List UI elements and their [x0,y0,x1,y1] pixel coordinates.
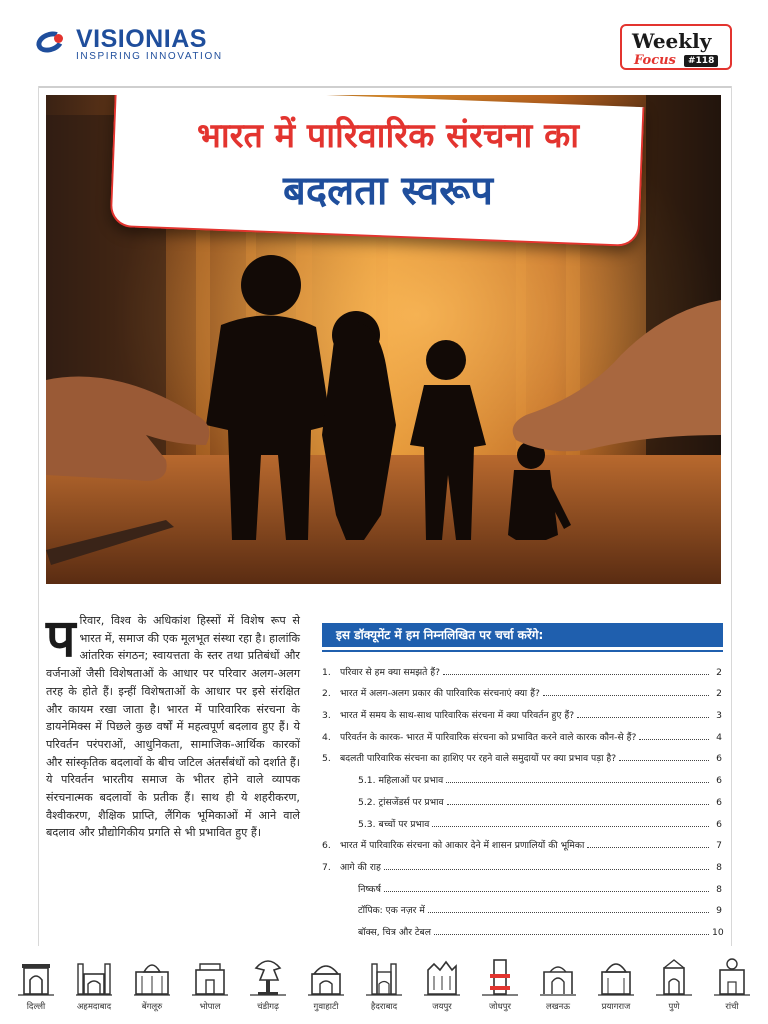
toc-item-label: 5.2. ट्रांसजेंडर्स पर प्रभाव [358,796,444,808]
toc-item-label: टॉपिक: एक नज़र में [358,905,425,917]
toc-item-number: 1. [322,666,331,678]
city-monument-icon [306,954,346,998]
toc-item-number: 5. [322,753,331,765]
toc-item-label: भारत में अलग-अलग प्रकार की पारिवारिक संरचनाएं क्या हैं? [340,688,540,700]
toc-leader-dots [577,717,709,718]
toc-item-number: 4. [322,731,331,743]
city-centre [590,954,642,1020]
toc-leader-dots [619,760,709,761]
city-name: हैदराबाद [370,1002,398,1012]
toc-leader-dots [447,804,709,805]
toc-item-page: 6 [716,818,722,830]
toc-item[interactable] [322,916,722,938]
badge-number: #118 [684,55,718,67]
city-name: जयपुर [432,1002,452,1012]
toc-item-label: 5.3. बच्चों पर प्रभाव [358,818,430,830]
city-name: भोपाल [199,1002,221,1012]
toc-item-label: आगे की राह [340,861,381,873]
badge-focus: Focus [634,53,676,68]
toc-leader-dots [434,934,709,935]
hero-image [46,95,721,584]
toc-item-label: बदलती पारिवारिक संरचना का हाशिए पर रहने वाले समुदायों पर क्या प्रभाव पड़ा है? [340,753,617,765]
city-monument-icon [16,954,56,998]
visionias-logo[interactable] [36,26,223,62]
toc-item-page: 2 [716,688,722,700]
city-name: दिल्ली [26,1002,46,1012]
page-frame-left [38,86,39,946]
toc-item-label: बॉक्स, चित्र और टेबल [358,926,432,938]
toc-item-label: भारत में समय के साथ-साथ पारिवारिक संरचना में क्या परिवर्तन हुए हैं? [340,710,575,722]
city-monument-icon [538,954,578,998]
toc-item-number: 7. [322,861,331,873]
toc-item-page: 8 [716,883,722,895]
city-centre [184,954,236,1020]
city-monument-icon [132,954,172,998]
page-frame-top [38,86,732,88]
toc-item-page: 2 [716,666,722,678]
city-centre [358,954,410,1020]
city-name: अहमदाबाद [76,1002,112,1012]
city-name: पुणे [668,1002,680,1012]
city-centre [242,954,294,1020]
toc-leader-dots [639,739,709,740]
city-monument-icon [654,954,694,998]
weekly-focus-badge [620,24,732,70]
toc-item[interactable] [322,721,722,743]
city-centres-strip [10,954,758,1020]
city-monument-icon [248,954,288,998]
toc-leader-dots [446,782,709,783]
toc-item-page: 6 [716,775,722,787]
toc-leader-dots [428,912,709,913]
page-title-line2: बदलता स्वरूप [283,168,493,214]
city-centre [474,954,526,1020]
city-centre [68,954,120,1020]
logo-name: VISIONIAS [76,25,207,53]
toc-leader-dots [543,695,709,696]
city-monument-icon [422,954,462,998]
logo-swoosh-icon [36,28,70,54]
city-name: जोधपुर [488,1002,512,1012]
toc-item[interactable] [322,808,722,830]
toc-item[interactable] [322,699,722,721]
city-centre [532,954,584,1020]
toc-item-number: 2. [322,688,331,700]
toc-item-page: 6 [716,796,722,808]
toc-item-page: 10 [712,926,724,938]
toc-item-number: 6. [322,840,331,852]
city-name: रांची [725,1002,739,1012]
toc-item-page: 3 [716,710,722,722]
toc-item-page: 9 [716,905,722,917]
page-frame-right [731,86,732,946]
toc-leader-dots [587,847,709,848]
city-centre [300,954,352,1020]
logo-tagline: INSPIRING INNOVATION [76,51,223,62]
table-of-contents [322,656,722,938]
toc-leader-dots [384,869,709,870]
page-title-line1: भारत में पारिवारिक संरचना का [196,116,580,156]
toc-item[interactable] [322,895,722,917]
city-monument-icon [712,954,752,998]
city-name: प्रयागराज [601,1002,631,1012]
city-monument-icon [190,954,230,998]
toc-item-label: परिवार से हम क्या समझते हैं? [340,666,441,678]
toc-item-number: 3. [322,710,331,722]
toc-item[interactable] [322,678,722,700]
toc-leader-dots [384,891,709,892]
toc-item-label: भारत में पारिवारिक संरचना को आकार देने में शासन प्रणालियों की भूमिका [340,840,585,852]
toc-item[interactable] [322,656,722,678]
toc-leader-dots [432,826,709,827]
toc-leader-dots [443,674,709,675]
toc-item-page: 4 [716,731,722,743]
city-centre [416,954,468,1020]
toc-item-page: 6 [716,753,722,765]
city-centre [706,954,758,1020]
toc-item-page: 8 [716,861,722,873]
city-name: बेंगलूरु [141,1002,163,1012]
city-monument-icon [596,954,636,998]
toc-item-label: 5.1. महिलाओं पर प्रभाव [358,775,444,787]
toc-item-page: 7 [716,840,722,852]
toc-header: इस डॉक्यूमेंट में हम निम्नलिखित पर चर्चा करेंगे: [322,623,723,647]
city-monument-icon [480,954,520,998]
toc-item-label: परिवर्तन के कारक- भारत में पारिवारिक संरचना को प्रभावित करने वाले कारक कौन-से हैं? [340,731,637,743]
city-centre [648,954,700,1020]
badge-weekly: Weekly [632,29,712,53]
city-centre [126,954,178,1020]
city-monument-icon [74,954,114,998]
toc-item-label: निष्कर्ष [358,883,381,895]
city-name: गुवाहाटी [313,1002,339,1012]
toc-item[interactable] [322,764,722,786]
dropcap: प [46,609,76,669]
toc-item[interactable] [322,873,722,895]
toc-item[interactable] [322,786,722,808]
toc-item[interactable] [322,851,722,873]
toc-item[interactable] [322,830,722,852]
toc-divider [322,650,723,652]
city-name: चंडीगढ़ [257,1002,279,1012]
city-name: लखनऊ [545,1002,571,1012]
intro-text: रिवार, विश्व के अधिकांश हिस्सों में विशेष रूप से भारत में, समाज की एक मूलभूत संस्था रहा है। हालांकि आंतरिक संगठन; स्वायत्तता के स्तर तथा प्रतिबंधों और वर्जनाओं जैसी विशेषताओं के आधार पर परिवार अलग-अलग तरह के होते हैं। इन्हीं विशेषताओं के आधार पर इसे संरक्षित और कायम रखा जाता है। भारत में पारिवारिक संरचना के डायनेमिक्स में पिछले कुछ वर्षों में महत्वपूर्ण बदलाव हुए हैं। ये परिवर्तन परंपराओं, आधुनिकता, सामाजिक-आर्थिक कारकों और सांस्कृतिक बदलावों के बीच जटिल अंतर्संबंधों को दर्शाते हैं। ये परिवर्तन भारतीय समाज के भीतर होने वाले व्यापक संरचनात्मक बदलावों के प्रतीक हैं। साथ ही ये शहरीकरण, वैश्वीकरण, शैक्षिक प्राप्ति, लैंगिक भूमिकाओं में आने वाले बदलाव और प्रौद्योगिकीय प्रगति से भी प्रभावित हुए हैं। [46,614,300,840]
toc-item[interactable] [322,743,722,765]
city-centre [10,954,62,1020]
city-monument-icon [364,954,404,998]
intro-paragraph [46,609,300,842]
